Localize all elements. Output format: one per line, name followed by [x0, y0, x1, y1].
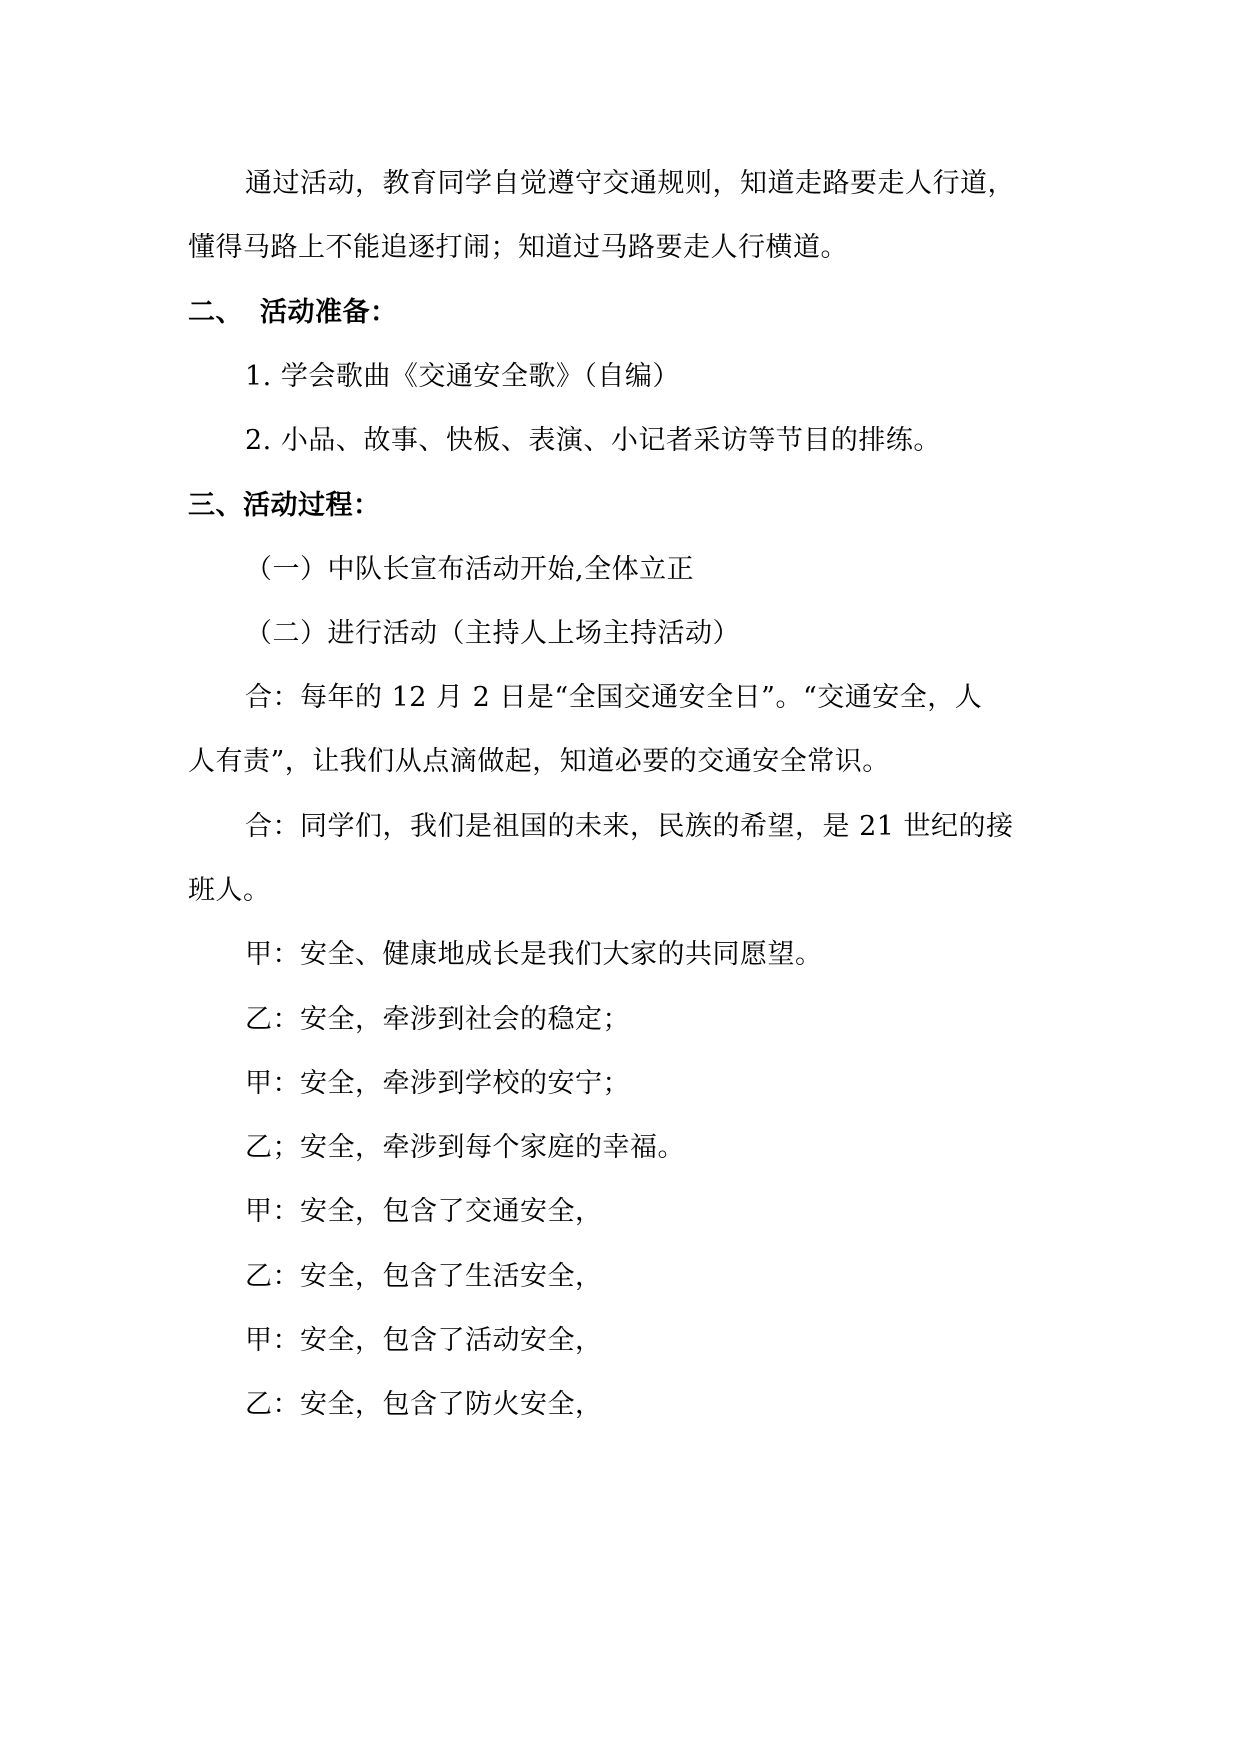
- dialogue-line: 乙；安全，牵涉到每个家庭的幸福。: [245, 1132, 685, 1163]
- section-heading-preparation: [188, 296, 398, 330]
- process-step-2: （二）进行活动（主持人上场主持活动）: [245, 618, 740, 649]
- dialogue-line-continued: 班人。: [188, 875, 271, 906]
- dialogue-line: 甲：安全、健康地成长是我们大家的共同愿望。: [245, 939, 823, 970]
- dialogue-line: 甲：安全，包含了交通安全，: [245, 1196, 603, 1227]
- dialogue-line: 合：每年的 12 月 2 日是“全国交通安全日”。“交通安全，人: [245, 682, 983, 713]
- dialogue-line: 乙：安全，包含了防火安全，: [245, 1389, 603, 1420]
- section-heading-process: 三、活动过程：: [188, 490, 381, 521]
- section-number: 二、: [188, 297, 243, 328]
- prep-item-2: 2. 小品、故事、快板、表演、小记者采访等节目的排练。: [245, 425, 941, 456]
- dialogue-line: 甲：安全，牵涉到学校的安宁；: [245, 1068, 630, 1099]
- dialogue-line: 乙：安全，牵涉到社会的稳定；: [245, 1004, 630, 1035]
- prep-item-1: 1. 学会歌曲《交通安全歌》（自编）: [245, 361, 680, 392]
- dialogue-line: 甲：安全，包含了活动安全，: [245, 1325, 603, 1356]
- intro-line-1: 通过活动，教育同学自觉遵守交通规则，知道走路要走人行道，: [245, 168, 1015, 199]
- section-title: 活动准备：: [260, 297, 398, 328]
- intro-line-2: 懂得马路上不能追逐打闹；知道过马路要走人行横道。: [188, 232, 848, 263]
- dialogue-line: 合：同学们，我们是祖国的未来，民族的希望，是 21 世纪的接: [245, 811, 1014, 842]
- process-step-1: （一）中队长宣布活动开始,全体立正: [245, 554, 695, 585]
- dialogue-line: 乙：安全，包含了生活安全，: [245, 1261, 603, 1292]
- dialogue-line-continued: 人有责”，让我们从点滴做起，知道必要的交通安全常识。: [188, 746, 890, 777]
